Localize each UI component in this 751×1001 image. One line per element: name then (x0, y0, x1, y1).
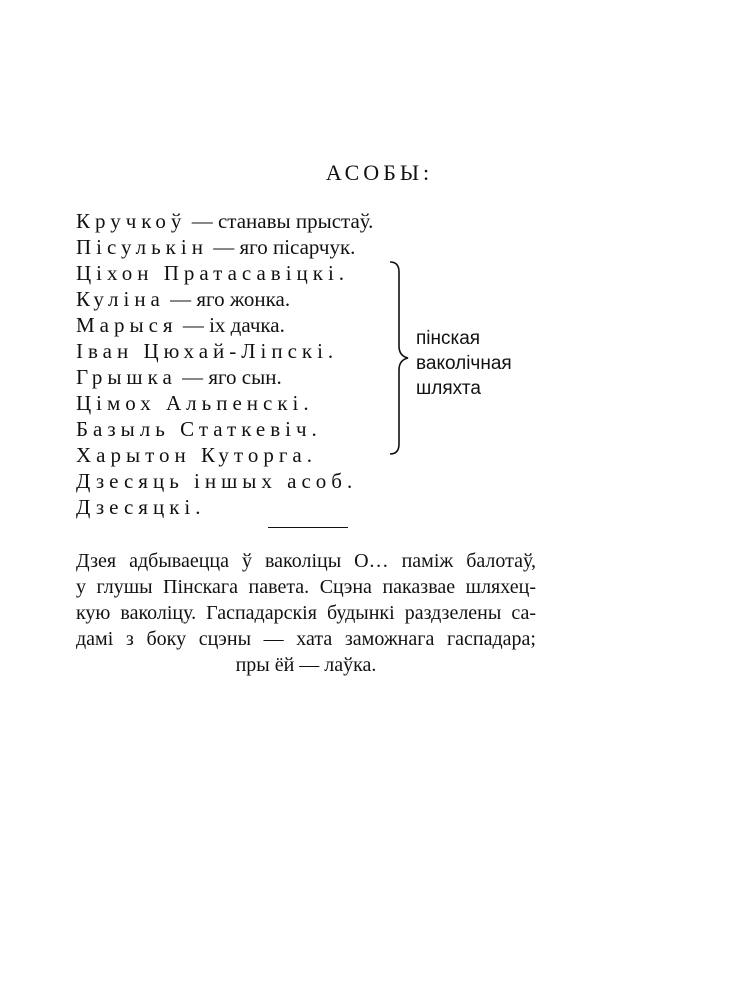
cast-item (76, 416, 373, 442)
cast-desc: — яго жонка. (164, 287, 291, 311)
stage-line: пры ёй — лаўка. (235, 654, 377, 676)
cast-item (76, 312, 373, 338)
cast-item (76, 260, 373, 286)
cast-name: Дзесяць іншых асоб. (76, 469, 358, 493)
cast-item (76, 442, 373, 468)
group-label-line: пінская (416, 328, 481, 349)
cast-name: Пісулькін (76, 235, 208, 259)
cast-item (76, 390, 373, 416)
cast-name: Іван Цюхай-Ліпскі. (76, 339, 339, 363)
cast-item (76, 468, 373, 494)
stage-line: кую ваколіцу. Гаспадарскія будынкі раздзелены са- (76, 602, 536, 624)
cast-heading: АСОБЫ: (325, 160, 434, 185)
cast-list (76, 208, 373, 520)
cast-name: Цімох Альпенскі. (76, 391, 314, 415)
group-label-line: ваколічная (416, 353, 512, 374)
cast-name: Базыль Статкевіч. (76, 417, 322, 441)
cast-desc: — іх дачка. (177, 313, 285, 337)
cast-name: Грышка (76, 365, 177, 389)
cast-name: Кручкоў (76, 209, 187, 233)
cast-item (76, 364, 373, 390)
cast-desc: — станавы прыстаў. (186, 209, 374, 233)
cast-name: Марыся (76, 313, 178, 337)
cast-name: Харытон Куторга. (76, 443, 317, 467)
stage-direction (76, 548, 536, 678)
cast-name: Дзесяцкі. (76, 495, 206, 519)
group-label (416, 326, 512, 401)
cast-item (76, 494, 373, 520)
right-brace-icon (388, 260, 412, 456)
stage-line: Дзея адбываецца ў ваколіцы О… паміж балотаў, (76, 550, 536, 572)
stage-line: у глушы Пінскага павета. Сцэна паказвае шляхец- (76, 576, 536, 598)
cast-item (76, 208, 373, 234)
cast-item (76, 234, 373, 260)
cast-item (76, 286, 373, 312)
cast-name: Ціхон Пратасавіцкі. (76, 261, 350, 285)
section-divider (268, 527, 348, 528)
cast-desc: — яго пісарчук. (207, 235, 356, 259)
cast-name: Куліна (76, 287, 165, 311)
stage-line: дамі з боку сцэны — хата заможнага гаспадара; (76, 628, 536, 650)
group-label-line: шляхта (416, 378, 481, 399)
cast-item (76, 338, 373, 364)
cast-desc: — яго сын. (176, 365, 282, 389)
